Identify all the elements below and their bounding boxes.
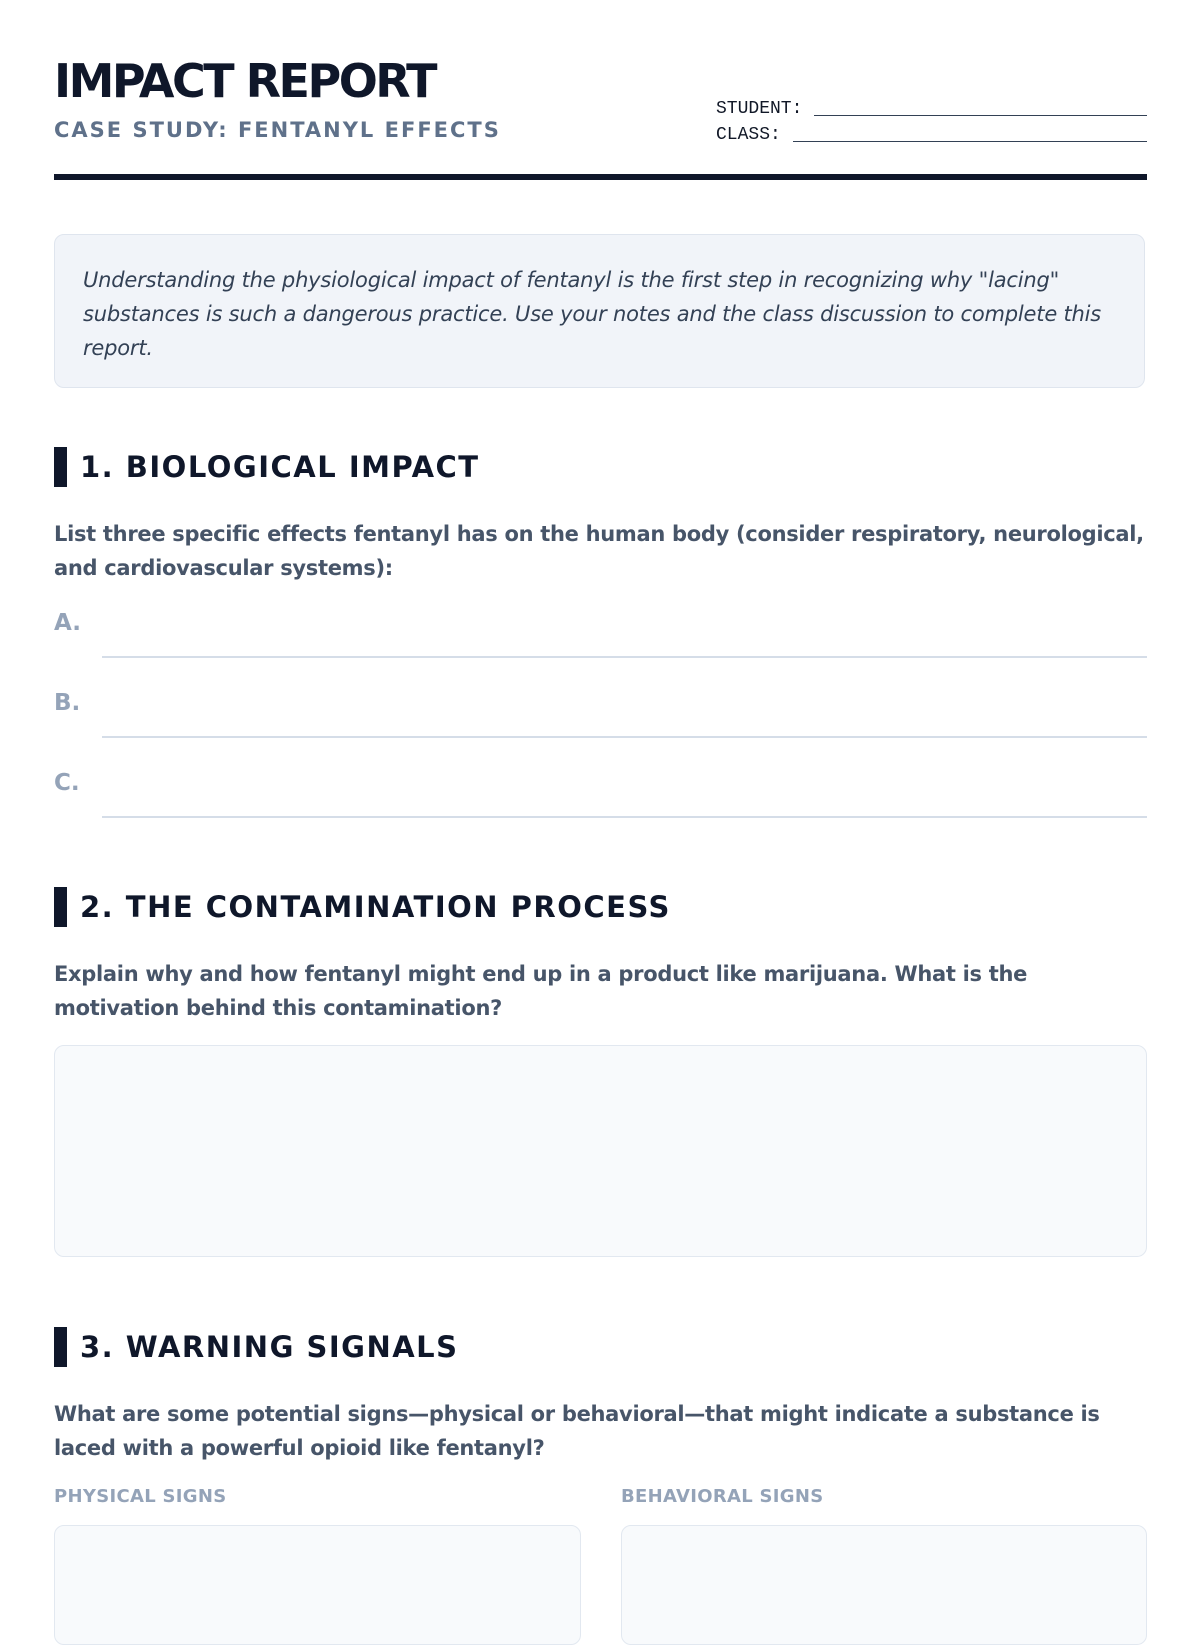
section-contamination-process xyxy=(54,887,671,927)
answer-line[interactable] xyxy=(102,736,1147,738)
answer-line[interactable] xyxy=(102,816,1147,818)
student-label: STUDENT: xyxy=(716,99,803,119)
class-field[interactable] xyxy=(716,118,1147,144)
student-field[interactable] xyxy=(716,92,1147,118)
answer-letter: A. xyxy=(54,610,81,636)
section-prompt: List three specific effects fentanyl has on the human body (consider respiratory, neurological, and cardiovascular systems): xyxy=(54,522,1144,580)
physical-signs-box[interactable] xyxy=(54,1525,581,1645)
student-info xyxy=(716,92,1147,144)
header-divider xyxy=(54,174,1147,180)
intro-box xyxy=(54,234,1145,388)
section-marker xyxy=(54,447,67,487)
report-title: IMPACT REPORT xyxy=(54,54,436,108)
report-header xyxy=(54,52,1147,180)
behavioral-signs-label: BEHAVIORAL SIGNS xyxy=(621,1486,824,1507)
student-name-line[interactable] xyxy=(814,115,1147,116)
section-biological-impact xyxy=(54,447,480,487)
section-marker xyxy=(54,887,67,927)
answer-row-c[interactable] xyxy=(54,772,1147,832)
section-marker xyxy=(54,1327,67,1367)
answer-letter: C. xyxy=(54,770,80,796)
answer-row-b[interactable] xyxy=(54,692,1147,752)
section-prompt: Explain why and how fentanyl might end up in a product like marijuana. What is the motivation behind this contamination? xyxy=(54,962,1028,1020)
contamination-answer-box[interactable] xyxy=(54,1045,1147,1257)
class-label: CLASS: xyxy=(716,125,781,145)
section-prompt: What are some potential signs—physical or behavioral—that might indicate a substance is laced with a powerful opioid like fentanyl? xyxy=(54,1402,1100,1460)
answer-line[interactable] xyxy=(102,656,1147,658)
class-name-line[interactable] xyxy=(793,141,1147,142)
answer-letter: B. xyxy=(54,690,81,716)
intro-text: Understanding the physiological impact of fentanyl is the first step in recognizing why "lacing" substances is such a dangerous practice. Use your notes and the class discussion to complete this report. xyxy=(83,268,1102,360)
behavioral-signs-box[interactable] xyxy=(621,1525,1147,1645)
answer-row-a[interactable] xyxy=(54,612,1147,672)
section-warning-signals xyxy=(54,1327,459,1367)
report-subtitle: CASE STUDY: FENTANYL EFFECTS xyxy=(54,118,501,142)
section-title: 3. WARNING SIGNALS xyxy=(80,1330,459,1364)
section-title: 2. THE CONTAMINATION PROCESS xyxy=(80,890,671,924)
physical-signs-label: PHYSICAL SIGNS xyxy=(54,1486,227,1507)
section-title: 1. BIOLOGICAL IMPACT xyxy=(80,450,480,484)
